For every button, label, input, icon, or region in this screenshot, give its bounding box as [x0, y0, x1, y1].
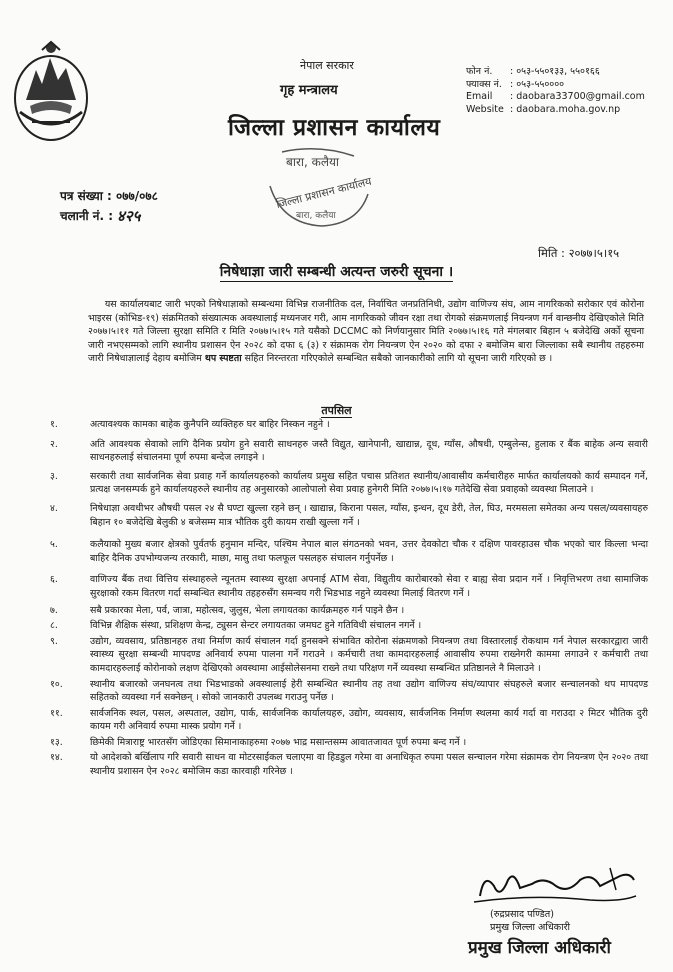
chalani-label: चलानी नं. :: [60, 209, 114, 223]
list-item: [50, 418, 648, 432]
patra-value: ०७७/०७८: [115, 189, 158, 203]
office-name: जिल्ला प्रशासन कार्यालय: [228, 115, 441, 141]
item-number: ७.: [50, 604, 58, 616]
notice-title-text: निषेधाज्ञा जारी सम्बन्धी अत्यन्त जरुरी सूचना ।: [219, 264, 454, 280]
item-number: २.: [50, 438, 58, 450]
item-number: ५.: [50, 539, 58, 551]
ministry-name: गृह मन्त्रालय: [280, 83, 338, 98]
list-item: [50, 604, 648, 618]
item-number: ११.: [50, 707, 63, 719]
list-heading-text: तपसिल: [321, 404, 352, 417]
email-value: : daobara33700@gmail.com: [510, 91, 645, 102]
intro-paragraph: [88, 298, 644, 366]
item-text: अति आवश्यक सेवाको लागि दैनिक प्रयोग हुने सवारी साधनहरु जस्तै विद्युत, खानेपानी, खाद्यान्न, दूध, ग्याँस, औषधी, एम्बुलेन्स, हुलाक र बैंक बाहेक अन्य सवारी साधनहरुलाई संचालनमा पूर्ण रुपमा बन्देज लगाइने ।: [90, 438, 648, 464]
email-label: Email: [466, 91, 493, 102]
item-text: विभिन्न शैक्षिक संस्था, प्रशिक्षण केन्द्र, ट्युसन सेन्टर लगायतका जमघट हुने गतिविधी संचालन नगर्ने ।: [90, 620, 422, 632]
list-item: [50, 707, 648, 734]
item-number: ६.: [50, 574, 58, 586]
item-text: वाणिज्य बैंक तथा वित्तिय संस्थाहरुले न्यूनतम स्वास्थ्य सुरक्षा अपनाई ATM सेवा, विद्युतीय कारोबारको सेवा र बाह्य सेवा प्रदान गर्ने । निवृत्तिभरण तथा सामाजिक सुरक्षाको रकम वितरण गर्दा सम्बन्धित स्थानीय तहहरुसँग समन्वय गरी भिडभाड नहुने व्यवस्था मिलाई वितरण गर्ने ।: [90, 574, 648, 599]
item-text: सार्वजनिक स्थल, पसल, अस्पताल, उद्योग, पार्क, सार्वजनिक कार्यालयहरु, उद्योग, व्यवसाय, सार्वजनिक निर्माण स्थलमा कार्य गर्दा वा गराउदा २ मिटर भौतिक दुरी कायम गरी अनिवार्य रुपमा मास्क प्रयोग गर्ने ।: [90, 707, 648, 733]
list-item: [50, 502, 648, 529]
item-text: कलैयाको मुख्य बजार क्षेत्रको पुर्वतर्फ हनुमान मन्दिर, पश्चिम नेपाल बाल संगठनको भवन, उत्तर देवकोटा चौक र दक्षिण पावरहाउस चौक भएको चार किल्ला भन्दा बाहिर दैनिक उपभोग्यजन्य तरकारी, माछा, मासु तथा फलफूल पसलहरु संचालन गर्नुपर्नेछ ।: [90, 539, 648, 564]
item-number: १०.: [50, 678, 63, 690]
item-number: १.: [50, 419, 58, 430]
intro-part2: सहित निरन्तरता गरिएकोले सम्बन्धित सबैको जानकारीको लागि यो सूचना जारी गरिएको छ ।: [244, 353, 553, 365]
reference-block: [60, 186, 158, 226]
item-text: स्थानीय बजारको जनघनत्व तथा भिडभाडको अवस्थालाई हेरी सम्बन्धित स्थानीय तह तथा उद्योग वाणिज्य संघ/व्यापार संघहरुले बजार सन्चालनको थप मापदण्ड सहितको व्यवस्था गर्न सक्नेछन् । सोको जानकारी उपलब्ध गराउनु पर्नेछ ।: [90, 678, 648, 704]
list-item: [50, 438, 648, 465]
svg-text:बारा, कलैया: बारा, कलैया: [296, 211, 336, 221]
svg-text:बारा, कलैया: बारा, कलैया: [286, 155, 340, 169]
item-number: १४.: [50, 752, 63, 764]
signature-icon: [470, 866, 640, 908]
phone-value: : ०५३-५५०१३३, ५५०१६६: [510, 66, 600, 77]
contact-block: [466, 66, 645, 116]
item-number: ३.: [50, 470, 58, 482]
gov-name: नेपाल सरकार: [300, 59, 354, 72]
phone-label: फोन नं.: [466, 66, 493, 77]
intro-part1: यस कार्यालयबाट जारी भएको निषेधाज्ञाको सम्बन्धमा विभिन्न राजनीतिक दल, निर्वाचित जनप्रतिनिधी, उद्योग वाणिज्य संघ, आम नागरिकको सरोकार एवं कोरोना भाइरस (कोभिड-१९) संक्रमितको संख्यात्मक अवस्थालाई मध्यनजर गरी, आम नागरिकको जीवन रक्षा तथा रोगको संक्रमणलाई नियन्त्रण गर्न वान्छनीय देखिएकोले मिति २०७७।५।११ गते जिल्ला सुरक्षा समिति र मिति २०७७।५।१५ गते यसैको DCCMC को निर्णयानुसार मिति २०७७।५।१६ गते मंगलबार बिहान ५ बजेदेखि अर्को सूचना जारी नभएसम्मको लागि स्थानीय प्रशासन ऐन २०२८ को दफा ६ (३) र संक्रामक रोग नियन्त्रण ऐन २०२० को दफा २ बमोजिम बारा जिल्लाका सबै स्थानीय तहहरुमा जारी निषेधाज्ञालाई देहाय बमोजिम: [88, 299, 644, 365]
list-item: [50, 635, 648, 676]
intro-bold: थप स्पष्टता: [204, 353, 242, 365]
list-item: [50, 470, 648, 497]
item-text: यो आदेशको बर्खिलाप गरि सवारी साधन वा मोटरसाईकल चलाएमा वा हिडडुल गरेमा वा अनाधिकृत रुपमा पसल सन्चालन गरेमा संक्रामक रोग नियन्त्रण ऐन २०२० तथा स्थानीय प्रशासन ऐन २०२८ बमोजिम कडा कारवाही गरिनेछ ।: [90, 752, 648, 778]
item-number: १३.: [50, 736, 63, 748]
svg-text:जिल्ला प्रशासन कार्यालय: जिल्ला प्रशासन कार्यालय: [274, 174, 373, 212]
fax-value: : ०५३-५५००००: [510, 78, 565, 90]
signatory-designation: प्रमुख जिल्ला अधिकारी: [490, 921, 571, 933]
designation-stamp: प्रमुख जिल्ला अधिकारी: [468, 938, 611, 958]
office-stamp-icon: [262, 146, 374, 230]
list-item: [50, 736, 648, 750]
chalani-value: ४२५: [117, 207, 141, 225]
item-number: ९.: [50, 635, 58, 647]
list-item: [50, 678, 648, 705]
patra-label: पत्र संख्या :: [60, 189, 112, 203]
list-item: [50, 538, 648, 565]
nepal-emblem-icon: [12, 40, 90, 144]
order-list: [50, 418, 648, 781]
item-text: निषेधाज्ञा अवधीभर औषधी पसल २४ सै घण्टा खुल्ला रहने छन् । खाद्यान्न, किराना पसल, ग्याँस, इन्धन, दूध डेरी, तेल, घिउ, मरमसला समेतका अन्य पसल/व्यवसायहरु बिहान १० बजेदेखि बेलुकी ४ बजेसम्म मात्र भौतिक दुरी कायम राखी खुल्ला गर्ने ।: [90, 502, 648, 528]
item-number: ४.: [50, 502, 58, 514]
list-item: [50, 751, 648, 778]
signatory-block: [490, 909, 570, 934]
item-number: ८.: [50, 620, 58, 632]
item-text: छिमेकी मित्राराष्ट्र भारतसँग जोडिएका सिमानाकाहरुमा २०७७ भाद्र मसान्तसम्म आवातजावत पूर्ण रुपमा बन्द गर्ने ।: [90, 736, 467, 748]
list-item: [50, 573, 648, 600]
list-item: [50, 619, 648, 633]
notice-title: [0, 262, 673, 281]
item-text: सरकारी तथा सार्वजनिक सेवा प्रवाह गर्ने कार्यालयहरुको कार्यालय प्रमुख सहित पचास प्रतिशत स्थानीय/आवासीय कर्मचारीहरु मार्फत कार्यालयको कार्य सम्पादन गर्ने, प्रत्यक्ष जनसम्पर्क हुने कार्यालयहरुले स्थानीय तह अनुसारको आलोपालो सेवा प्रवाह हुनेगरी मिति २०७७।५।१७ गतेदेखि सेवा प्रवाहको व्यवस्था मिलाउने ।: [90, 470, 648, 496]
item-text: सबै प्रकारका मेला, पर्व, जात्रा, महोत्सव, जुलुस, भेला लगायतका कार्यक्रमहरु गर्न पाइने छैन ।: [90, 604, 405, 616]
item-text: अत्यावश्यक कामका बाहेक कुनैपनि व्यक्तिहरु घर बाहिर निस्कन नहुने ।: [90, 419, 330, 430]
notice-date: मिति : २०७७।५।१५: [538, 246, 620, 260]
item-text: उद्योग, व्यवसाय, प्रतिष्ठानहरु तथा निर्माण कार्य संचालन गर्दा हुनसक्ने संभावित कोरोना संक्रमणको नियन्त्रण तथा विस्तारलाई रोकथाम गर्न नेपाल सरकारद्वारा जारी स्वास्थ्य सुरक्षा सम्बन्धी मापदण्ड अनिवार्य रुपमा पालना गर्ने गराउने । कर्मचारी तथा कामदारहरुलाई आवासीय रुपमा राख्नेगरी काममा लगाउने र कर्मचारी तथा कामदारहरुलाई कोरोनाको लक्षण देखिएको अवस्थामा आईसोलेसनमा राख्ने तथा परिक्षण गर्ने व्यवस्था सम्बन्धित प्रतिष्ठानले नै मिलाउने ।: [90, 635, 649, 674]
fax-label: फ्याक्स नं.: [466, 78, 502, 90]
website-label: Website: [466, 103, 504, 115]
website-value: : daobara.moha.gov.np: [510, 103, 621, 115]
list-heading: [0, 403, 673, 418]
signatory-name: (रुद्रप्रसाद पण्डित): [490, 909, 554, 920]
